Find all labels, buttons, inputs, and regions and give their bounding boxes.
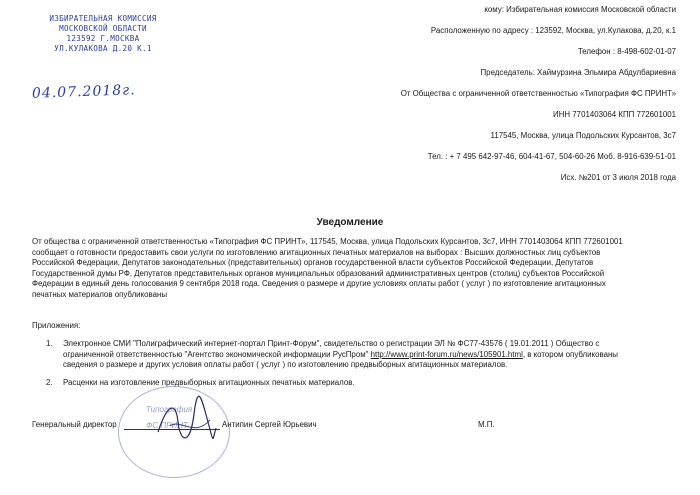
appendix-item bbox=[46, 339, 676, 379]
addressee-to: кому: Избирательная комиссия Московской области bbox=[484, 5, 676, 14]
body-line: Российской Федерации, Депутатов законодательных (представительных) органов государственной власти субъектов Российской Федерации, Депутатов bbox=[32, 258, 594, 268]
sender-inn: ИНН 7701403064 КПП 772601001 bbox=[553, 110, 676, 119]
appendix-line bbox=[63, 350, 618, 361]
body-line: сообщает о готовности предоставить свои услуги по изготовлению агитационных печатных материалов на выборах : Высших должностных лиц субъектов bbox=[32, 247, 601, 257]
addressee-address: Расположенную по адресу : 123592, Москва, ул.Кулакова, д.20, к.1 bbox=[430, 26, 676, 35]
print-forum-link[interactable]: http://www.print-forum.ru/news/105901.html bbox=[370, 349, 523, 359]
appendix-heading: Приложения: bbox=[32, 321, 81, 330]
body-line: Государственной думы РФ, Депутатов представительных органов муниципальных образований административных центров (столиц) субъектов Российской bbox=[32, 268, 605, 278]
signer-name: Антипин Сергей Юрьевич bbox=[222, 420, 317, 429]
appendix-text bbox=[63, 378, 355, 389]
body-line: печатных материалов опубликованы bbox=[32, 289, 168, 299]
appendix-number: 2. bbox=[46, 378, 53, 387]
addressee-phone: Телефон : 8-498-602-01-07 bbox=[577, 47, 676, 56]
appendix-number: 1. bbox=[46, 339, 53, 348]
outgoing-reference: Исх. №201 от 3 июля 2018 года bbox=[560, 173, 676, 182]
body-line: Федерации в единый день голосования 9 сентября 2018 года. Сведения о размере и другие условиях оплаты работ ( услуг ) по изготовление агитационных bbox=[32, 279, 606, 289]
stamp-line: 123592 Г.МОСКВА bbox=[66, 34, 140, 43]
appendix-line-part: ограниченной ответственностью "Агентство экономической информации РусПром" bbox=[63, 349, 371, 359]
body-line: От общества с ограниченной ответственностью «Типография ФС ПРИНТ», 117545, Москва, улица Подольских Курсантов, 3с7, ИНН 7701403064 КПП 772601001 bbox=[32, 237, 623, 246]
appendix-item bbox=[46, 378, 676, 390]
stamp-line: УЛ.КУЛАКОВА Д.20 К.1 bbox=[54, 44, 152, 53]
appendix-line: сведения о размере и других условия оплаты работ ( услуг ) по изготовлению предвыборных агитационных материалов. bbox=[63, 360, 508, 370]
sender-address: 117545, Москва, улица Подольских Курсантов, 3с7 bbox=[490, 131, 676, 140]
document-title: Уведомление bbox=[316, 217, 384, 228]
appendix-text bbox=[63, 339, 618, 371]
stamp-line: ИЗБИРАТЕЛЬНАЯ КОМИССИЯ bbox=[49, 14, 157, 23]
signer-position: Генеральный директор bbox=[32, 420, 117, 429]
handwritten-signature bbox=[150, 392, 220, 452]
sender-name: От Общества с ограниченной ответственностью «Типография ФС ПРИНТ» bbox=[400, 89, 676, 98]
signature-line bbox=[124, 429, 220, 430]
sender-phone: Тел. : + 7 495 642-97-46, 604-41-67, 504-60-26 Моб. 8-916-639-51-01 bbox=[427, 152, 676, 161]
seal-place-mark: М.П. bbox=[478, 420, 495, 429]
stamp-line: МОСКОВСКОЙ ОБЛАСТИ bbox=[59, 24, 147, 33]
addressee-chair: Председатель: Хаймурзина Эльмира Абдулбариевна bbox=[480, 68, 676, 77]
appendix-line: Электронное СМИ "Полиграфический интернет-портал Принт-Форум", свидетельство о регистрации ЭЛ № ФС77-43576 ( 19.01.2011 ) Общество с bbox=[63, 339, 600, 348]
seal-text-line: ФС ПРИНТ bbox=[146, 421, 188, 430]
notice-body bbox=[32, 237, 672, 301]
appendix-line-part: , в котором опубликованы bbox=[522, 349, 618, 359]
seal-text-line: Типография bbox=[146, 405, 193, 414]
registration-stamp bbox=[28, 14, 178, 54]
appendix-line: Расценки на изготовление предвыборных агитационных печатных материалов. bbox=[63, 378, 355, 387]
stamp-handwritten-date: 04.07.2018г. bbox=[31, 82, 136, 102]
